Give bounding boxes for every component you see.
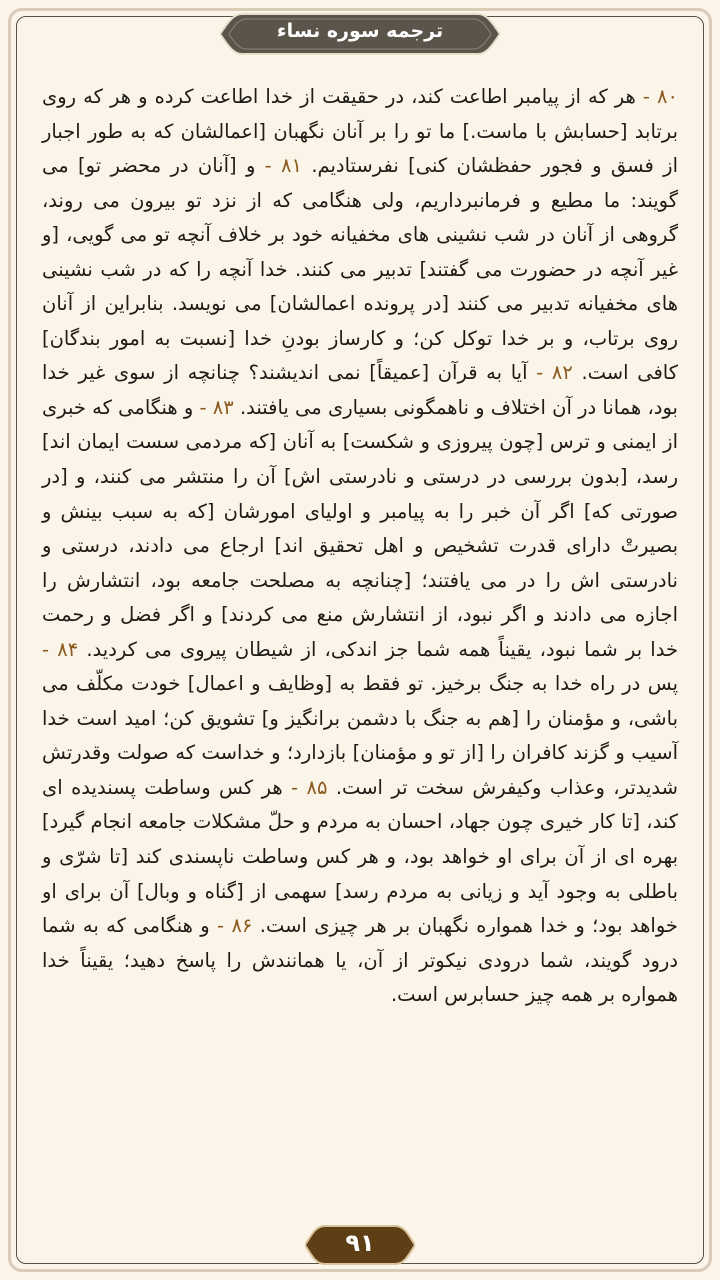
header-banner [220,8,500,60]
page-title: ترجمه سوره نساء [276,20,444,42]
verse-number: ۸۲ - [527,361,573,385]
verse-text: هر کس وساطت پسندیده ای کند، [تا کار خیری چون جهاد، احسان به مردم و حلّ مشکلات جامعه انجام گیرد] بهره ای از آن برای او خواهد بود، و هر کس وساطت ناپسندی کند [تا شرّی و باطلی به وجود آید و زیانی به مردم رسد] سهمی از [گناه و وبال] آن برای او خواهد بود؛ و خدا همواره نگهبان بر هر چیزی است. [42,775,678,938]
verse-text: و هنگامی که به شما درود گویند، شما درودی نیکوتر از آن، یا همانندش را پاسخ دهید؛ یقیناً خدا همواره بر همه چیز حسابرس است. [42,914,678,1007]
verse-number: ۸۳ - [193,395,234,419]
verse-text: پس در راه خدا به جنگ برخیز. تو فقط به [وظایف و اعمال] خودت مکلّف می باشی، و مؤمنان را [هم به جنگ با دشمن برانگیز و] تشویق کن؛ امید است خدا آسیب و گزند کافران را [از تو و مؤمنان] بازدارد؛ و خداست که صولت وقدرتش شدیدتر، وعذاب وکیفرش سخت تر است. [42,672,678,799]
verse-number: ۸۵ - [282,775,328,799]
page-number: ۹۱ [345,1229,375,1257]
verse-number: ۸۶ - [209,914,253,938]
translation-text [42,80,678,1013]
verse-number: ۸۴ - [42,637,79,661]
page-number-badge [305,1222,415,1268]
verse-text: آیا به قرآن [عمیقاً] نمی اندیشند؟ چنانچه از سوی غیر خدا بود، همانا در آن اختلاف و ناهمگونی بسیاری می یافتند. [42,361,678,419]
verse-text: هر که از پیامبر اطاعت کند، در حقیقت از خدا اطاعت کرده و هر که روی برتابد [حسابش با ماست.] ما تو را بر آنان نگهبان [اعمالشان که به طور اجبار از فسق و فجور حفظشان کنی] نفرستادیم. [42,85,678,178]
verse-number: ۸۰ - [635,85,678,108]
verse-text: و [آنان در محضر تو] می گویند: ما مطیع و فرمانبرداریم، ولی هنگامی که از نزد تو بیرون می روند، گروهی از آنان در شب نشینی های مخفیانه خود بر خلاف آنچه تو می گویی، [و غیر آنچه در حضورت می گفتند] تدبیر می کنند. خدا آنچه را که در شب نشینی های مخفیانه تدبیر می کنند [در پرونده اعمالشان] می نویسد. بنابراین از آنان روی برتاب، و بر خدا توکل کن؛ و کارساز بودنِ خدا [نسبت به امور بندگان] کافی است. [42,154,678,385]
translation-paragraph [42,80,678,1013]
verse-text: و هنگامی که خبری از ایمنی و ترس [چون پیروزی و شکست] به آنان [که مردمی سست ایمان اند] رسد، [بدون بررسی در درستی و نادرستی اش] آن را منتشر می کنند، و [در صورتی که] اگر آن خبر را به پیامبر و اولیای امورشان [که به سبب بینش و بصیرتْ دارای قدرت تشخیص و اهل تحقیق اند] ارجاع می دادند، درستی و نادرستی اش را در می یافتند؛ [چنانچه به مصلحت جامعه بود، انتشارش را اجازه می دادند و اگر نبود، از انتشارش منع می کردند] و اگر فضل و رحمت خدا بر شما نبود، یقیناً همه شما جز اندکی، از شیطان پیروی می کردید. [42,395,678,661]
verse-number: ۸۱ - [255,154,302,178]
